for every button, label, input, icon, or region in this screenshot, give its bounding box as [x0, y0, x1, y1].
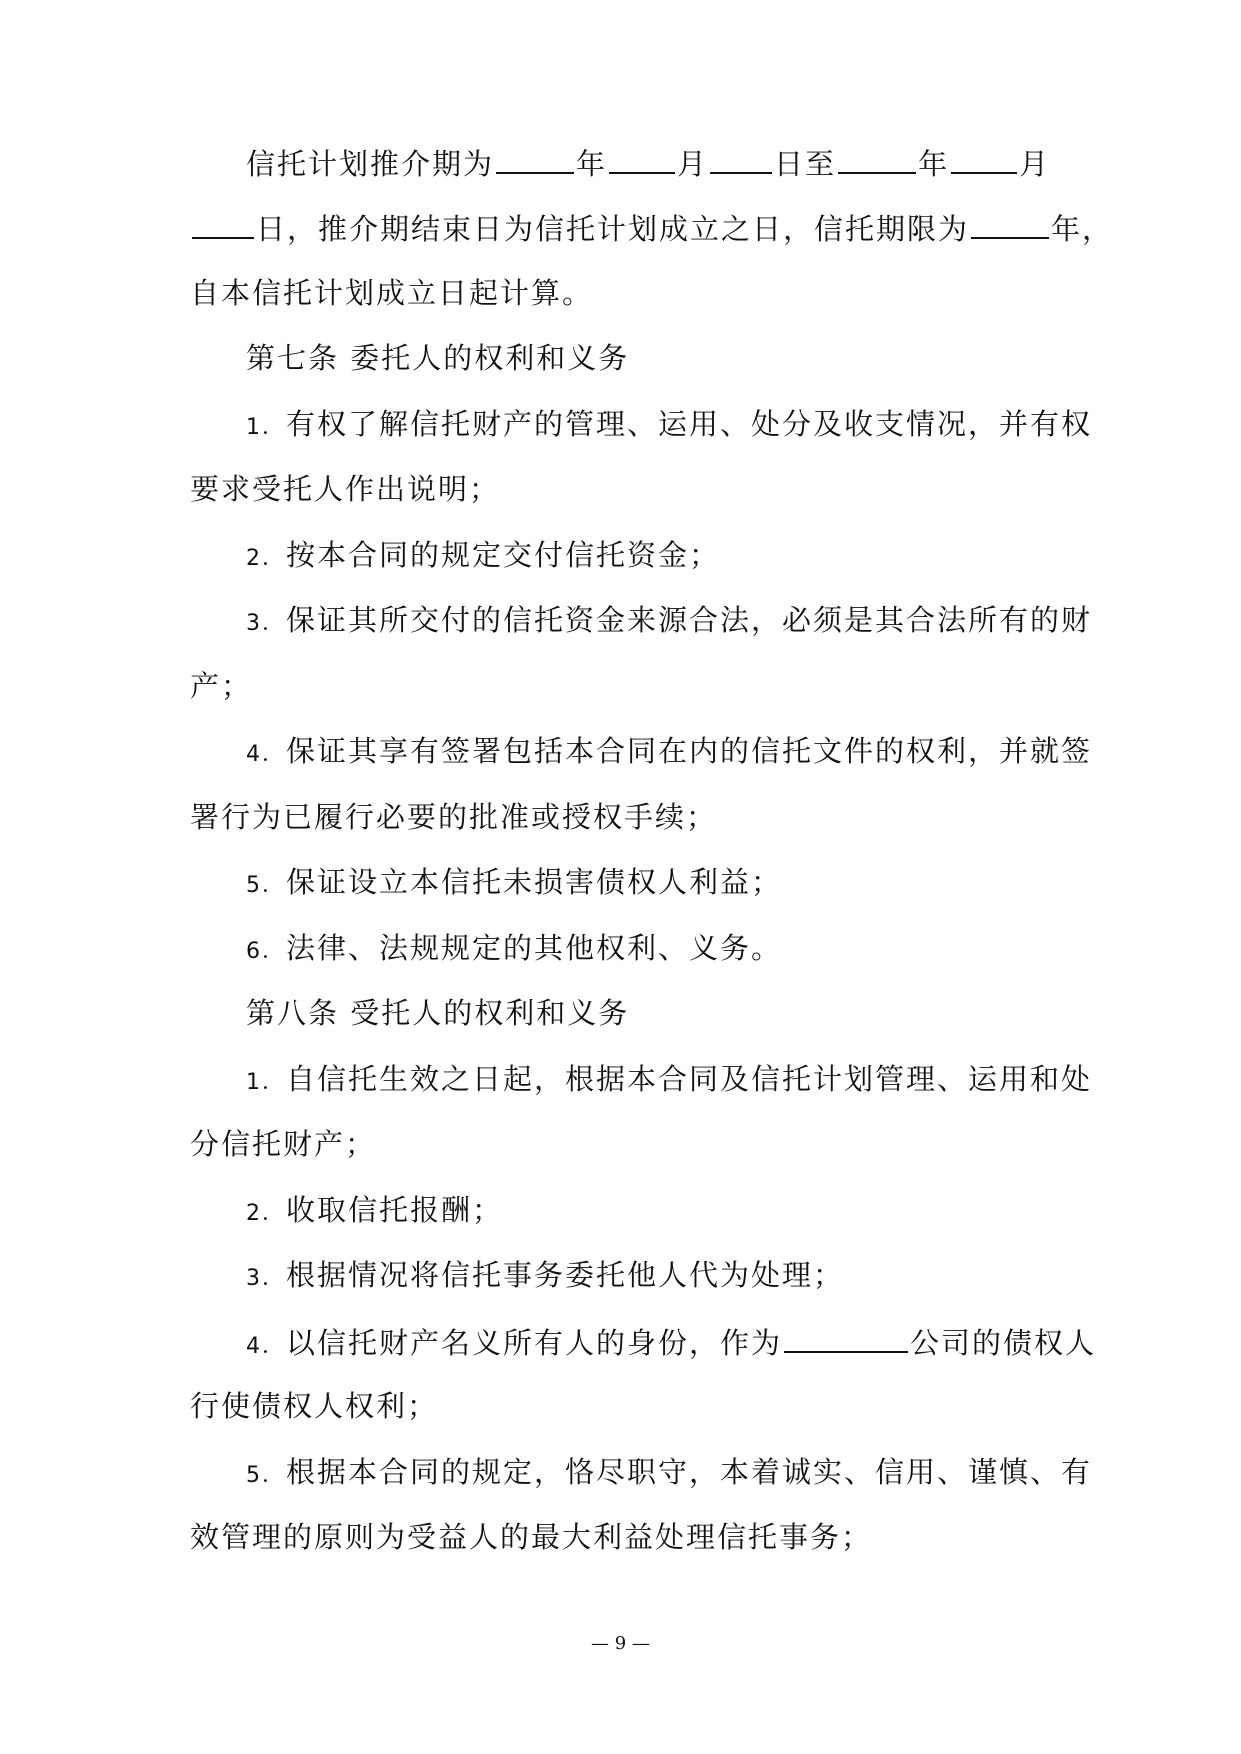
text-segment: 年	[918, 147, 950, 181]
paragraph-recommend-period-line1	[246, 142, 1070, 182]
text-segment: 信托计划推介期为	[246, 147, 495, 181]
art8-item2	[246, 1190, 1070, 1230]
text-segment: 日至	[774, 147, 837, 181]
art8-item1-line1	[246, 1059, 1093, 1099]
paragraph-recommend-period-line3: 自本信托计划成立日起计算。	[190, 276, 594, 310]
item-number: 1．	[246, 415, 286, 440]
art8-item1-line2: 分信托财产；	[190, 1127, 377, 1161]
item-text: 根据本合同的规定，恪尽职守，本着诚实、信用、谨慎、有	[286, 1455, 1093, 1489]
art7-item4-line2: 署行为已履行必要的批准或授权手续；	[190, 800, 718, 834]
item-text: 公司的债权人	[910, 1326, 1097, 1360]
item-number: 4．	[246, 742, 286, 767]
page-number: — 9 —	[591, 1633, 650, 1654]
item-text: 保证其享有签署包括本合同在内的信托文件的权利，并就签	[286, 734, 1093, 768]
text-segment: 月	[677, 147, 709, 181]
item-text: 保证其所交付的信托资金来源合法，必须是其合法所有的财	[286, 603, 1093, 637]
item-number: 2．	[246, 546, 286, 571]
article-7-heading: 第七条 委托人的权利和义务	[246, 341, 630, 375]
item-text: 根据情况将信托事务委托他人代为处理；	[286, 1258, 845, 1292]
art7-item1-line1	[246, 404, 1093, 444]
item-text: 自信托生效之日起，根据本合同及信托计划管理、运用和处	[286, 1062, 1093, 1096]
item-text: 有权了解信托财产的管理、运用、处分及收支情况，并有权	[286, 407, 1093, 441]
item-text: 按本合同的规定交付信托资金；	[286, 538, 721, 572]
art7-item4-line1	[246, 731, 1093, 771]
fill-blank	[496, 142, 574, 174]
paragraph-recommend-period-line2	[190, 207, 1114, 247]
art8-item5-line2: 效管理的原则为受益人的最大利益处理信托事务；	[190, 1520, 873, 1554]
fill-blank	[971, 207, 1049, 239]
fill-blank	[784, 1321, 908, 1353]
item-number: 3．	[246, 1266, 286, 1291]
item-number: 4．	[246, 1334, 286, 1359]
art7-item3-line1	[246, 600, 1093, 640]
fill-blank	[609, 142, 675, 174]
fill-blank	[710, 142, 772, 174]
item-text: 收取信托报酬；	[286, 1193, 504, 1227]
art7-item1-line2: 要求受托人作出说明；	[190, 472, 501, 506]
art8-item3	[246, 1255, 1070, 1295]
item-number: 5．	[246, 1463, 286, 1488]
item-number: 6．	[246, 939, 286, 964]
article-8-heading: 第八条 受托人的权利和义务	[246, 996, 630, 1030]
fill-blank	[951, 142, 1017, 174]
fill-blank	[192, 207, 254, 239]
item-number: 5．	[246, 873, 286, 898]
fill-blank	[838, 142, 916, 174]
art7-item2	[246, 535, 1070, 575]
text-segment: 年，	[1051, 212, 1114, 246]
item-text: 保证设立本信托未损害债权人利益；	[286, 865, 783, 899]
text-segment: 年	[576, 147, 608, 181]
item-number: 3．	[246, 611, 286, 636]
art8-item4-line1	[246, 1321, 1097, 1361]
item-number: 1．	[246, 1070, 286, 1095]
art8-item5-line1	[246, 1452, 1093, 1492]
art7-item3-line2: 产；	[190, 669, 253, 703]
item-number: 2．	[246, 1201, 286, 1226]
text-segment: 月	[1019, 147, 1051, 181]
art7-item6	[246, 928, 1070, 968]
item-text: 法律、法规规定的其他权利、义务。	[286, 931, 783, 965]
art8-item4-line2: 行使债权人权利；	[190, 1389, 439, 1423]
art7-item5	[246, 862, 1070, 902]
item-text: 以信托财产名义所有人的身份，作为	[286, 1326, 783, 1360]
text-segment: 日，推介期结束日为信托计划成立之日，信托期限为	[256, 212, 970, 246]
